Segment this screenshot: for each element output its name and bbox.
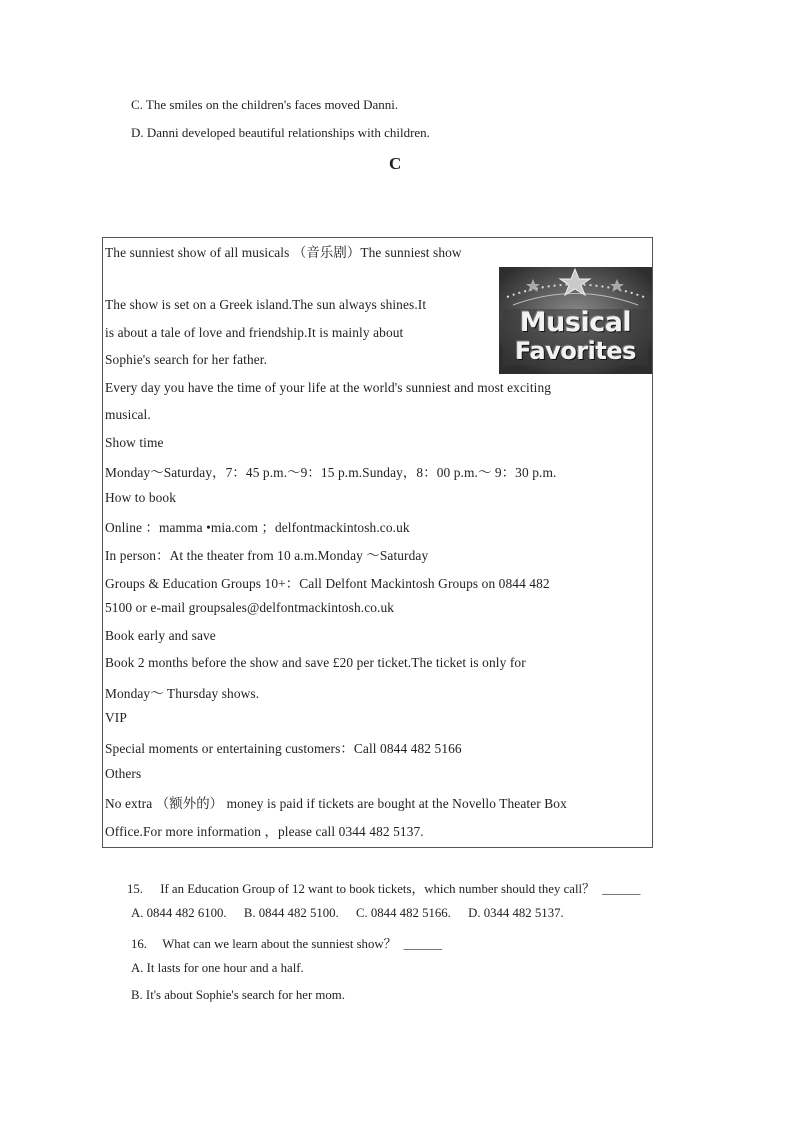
- section-label: C: [389, 154, 402, 173]
- ad-heading-how-to-book: How to book: [105, 490, 177, 505]
- ad-line: No extra （额外的） money is paid if tickets are bought at the Novello Theater Box: [105, 796, 567, 811]
- ad-heading-others: Others: [105, 766, 142, 781]
- question-text: What can we learn about the sunniest show？: [162, 937, 397, 951]
- option-d[interactable]: D. 0344 482 5137.: [468, 906, 564, 920]
- ad-line: musical.: [105, 407, 151, 422]
- answer-blank[interactable]: ______: [403, 937, 442, 951]
- option-a[interactable]: A. 0844 482 6100.: [131, 906, 227, 920]
- ad-line: In person：At the theater from 10 a.m.Monday ～Saturday: [105, 548, 429, 563]
- option-a[interactable]: A. It lasts for one hour and a half.: [131, 961, 304, 975]
- option-c[interactable]: C. 0844 482 5166.: [355, 906, 451, 920]
- ad-heading-book-early: Book early and save: [105, 628, 216, 643]
- ad-heading-vip: VIP: [105, 710, 127, 725]
- logo-text-favorites: Favorites: [515, 337, 636, 365]
- option-b[interactable]: B. It's about Sophie's search for her mom.: [131, 988, 345, 1002]
- ad-line: Monday～Saturday，7：45 p.m.～9：15 p.m.Sunday，8：00 p.m.～ 9：30 p.m.: [105, 465, 557, 480]
- ad-line: Online ：mamma •mia.com ；delfontmackintosh.co.uk: [105, 520, 410, 535]
- ad-line: Every day you have the time of your life at the world's sunniest and most exciting: [105, 380, 552, 395]
- ad-line: Groups & Education Groups 10+：Call Delfont Mackintosh Groups on 0844 482: [105, 576, 550, 591]
- ad-line: 5100 or e-mail groupsales@delfontmackintosh.co.uk: [105, 600, 395, 615]
- ad-line: Office.For more information ，please call 0344 482 5137.: [105, 824, 424, 839]
- question-text: If an Education Group of 12 want to book tickets，which number should they call？: [160, 882, 595, 896]
- option-c-prev: C. The smiles on the children's faces moved Danni.: [131, 97, 399, 112]
- question-16: [131, 933, 442, 952]
- option-d-prev: D. Danni developed beautiful relationships with children.: [131, 125, 430, 140]
- question-15: [127, 878, 640, 897]
- question-15-options: [131, 906, 564, 921]
- answer-blank[interactable]: ______: [602, 882, 641, 896]
- musical-advertisement: [102, 237, 653, 848]
- ad-heading-show-time: Show time: [105, 435, 164, 450]
- ad-title-line: The sunniest show of all musicals （音乐剧）The sunniest show: [105, 245, 462, 260]
- musical-favorites-logo: [499, 267, 652, 374]
- ad-line: Monday～ Thursday shows.: [105, 686, 260, 701]
- ad-line: Special moments or entertaining customers：Call 0844 482 5166: [105, 741, 462, 756]
- option-b[interactable]: B. 0844 482 5100.: [243, 906, 339, 920]
- question-number: 15.: [127, 882, 143, 896]
- ad-line: Book 2 months before the show and save £20 per ticket.The ticket is only for: [105, 655, 526, 670]
- ad-line: The show is set on a Greek island.The sun always shines.It: [105, 297, 427, 312]
- logo-text-musical: Musical: [519, 307, 632, 338]
- question-number: 16.: [131, 937, 147, 951]
- ad-line: Sophie's search for her father.: [105, 352, 268, 367]
- ad-line: is about a tale of love and friendship.It is mainly about: [105, 325, 404, 340]
